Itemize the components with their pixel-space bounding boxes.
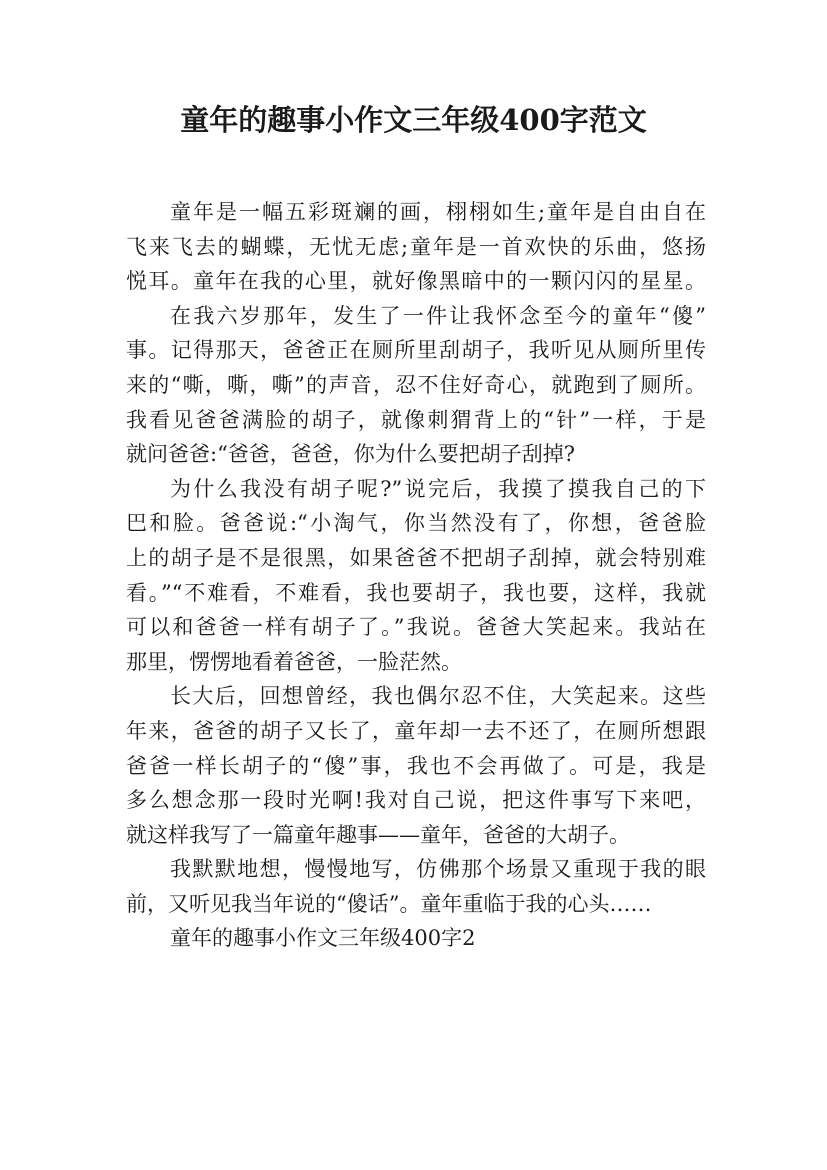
text-line: 长大后，回想曾经，我也偶尔忍不住，大笑起来。这些 xyxy=(170,684,706,709)
text-line: 童年是一幅五彩斑斓的画，栩栩如生;童年是自由自在 xyxy=(170,200,706,224)
text-line: 童年的趣事小作文三年级400字2 xyxy=(170,926,476,951)
text-line: 事。记得那天，爸爸正在厕所里刮胡子，我听见从厕所里传 xyxy=(126,338,706,363)
text-line: 就问爸爸:“爸爸，爸爸，你为什么要把胡子刮掉? xyxy=(126,442,576,467)
text-line: 飞来飞去的蝴蝶，无忧无虑;童年是一首欢快的乐曲，悠扬 xyxy=(126,234,706,259)
text-line: 我看见爸爸满脸的胡子，就像刺猬背上的“针”一样，于是 xyxy=(126,407,706,432)
text-line: 看。”“不难看，不难看，我也要胡子，我也要，这样，我就 xyxy=(126,580,706,605)
text-line: 为什么我没有胡子呢?”说完后，我摸了摸我自己的下 xyxy=(170,476,706,501)
text-line: 在我六岁那年，发生了一件让我怀念至今的童年“傻” xyxy=(170,303,706,328)
text-line: 就这样我写了一篇童年趣事——童年，爸爸的大胡子。 xyxy=(126,822,630,847)
text-line: 可以和爸爸一样有胡子了。”我说。爸爸大笑起来。我站在 xyxy=(126,615,706,640)
text-line: 我默默地想，慢慢地写，仿佛那个场景又重现于我的眼 xyxy=(170,857,706,882)
text-line: 爸爸一样长胡子的“傻”事，我也不会再做了。可是，我是 xyxy=(126,753,706,778)
text-line: 前，又听见我当年说的“傻话”。童年重临于我的心头…… xyxy=(126,891,652,916)
text-line: 悦耳。童年在我的心里，就好像黑暗中的一颗闪闪的星星。 xyxy=(126,269,706,294)
text-line: 年来，爸爸的胡子又长了，童年却一去不还了，在厕所想跟 xyxy=(126,718,706,743)
text-line: 来的“嘶，嘶，嘶”的声音，忍不住好奇心，就跑到了厕所。 xyxy=(126,372,706,397)
text-line: 上的胡子是不是很黑，如果爸爸不把胡子刮掉，就会特别难 xyxy=(126,545,706,570)
document-body xyxy=(126,195,706,956)
document-title: 童年的趣事小作文三年级400字范文 xyxy=(180,103,647,137)
text-line: 巴和脸。爸爸说:“小淘气，你当然没有了，你想，爸爸脸 xyxy=(126,511,706,536)
text-line: 多么想念那一段时光啊!我对自己说，把这件事写下来吧， xyxy=(126,788,706,813)
text-line: 那里，愣愣地看着爸爸，一脸茫然。 xyxy=(126,649,462,674)
